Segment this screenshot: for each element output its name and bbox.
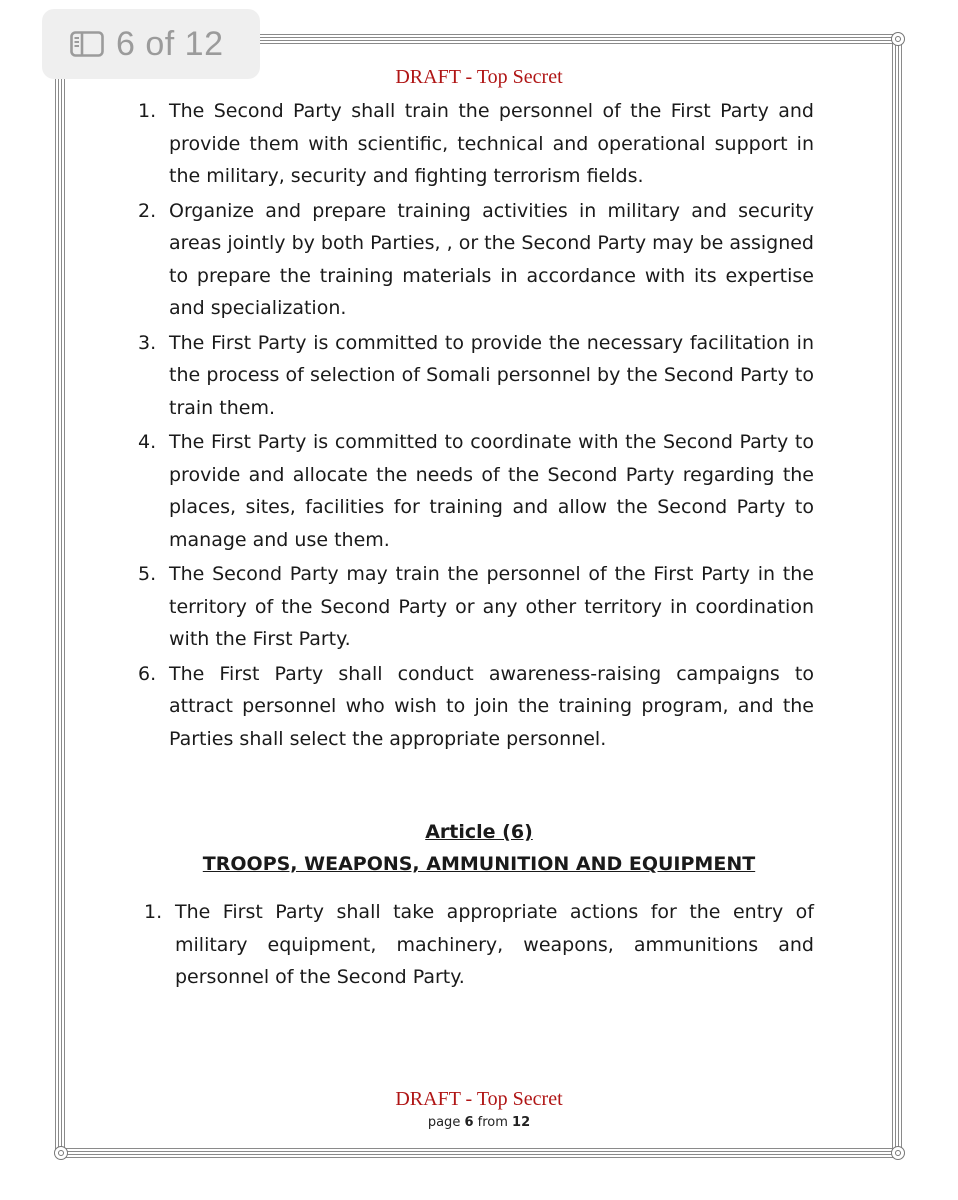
list-item-text: The First Party shall conduct awareness-raising campaigns to attract personnel who wish to join the training program, and the Parties shall select the appropriate personnel. bbox=[169, 662, 814, 750]
list-item-text: The Second Party shall train the personnel of the First Party and provide them with scientific, technical and operational support in the military, security and fighting terrorism fields. bbox=[169, 100, 814, 187]
training-provisions-list bbox=[138, 95, 814, 757]
page-current: 6 bbox=[464, 1115, 474, 1130]
list-item: 2. Organize and prepare training activities in military and security areas jointly by both Parties, , or the Second Party may be assigned to prepare the training materials in accordance with its expertise and specialization. bbox=[138, 199, 814, 319]
page-border-bottom bbox=[60, 1148, 898, 1159]
article-subtitle: TROOPS, WEAPONS, AMMUNITION AND EQUIPMENT bbox=[202, 853, 756, 875]
list-item: 1. The First Party shall take appropriate actions for the entry of military equipment, machinery, weapons, ammunitions and personnel of the Second Party. bbox=[144, 901, 814, 988]
page-number: page 6 from 12 bbox=[427, 1115, 531, 1130]
list-item-text: The First Party is committed to coordinate with the Second Party to provide and allocate the needs of the Second Party regarding the places, sites, facilities for training and allow the Second Party to manage and use them. bbox=[169, 431, 814, 551]
list-item-text: The First Party is committed to provide the necessary facilitation in the process of selection of Somali personnel by the Second Party to train them. bbox=[169, 331, 814, 419]
list-item-text: The Second Party may train the personnel of the First Party in the territory of the Second Party or any other territory in coordination with the First Party. bbox=[169, 563, 814, 650]
classification-header: DRAFT - Top Secret bbox=[395, 66, 563, 88]
list-item: 6. The First Party shall conduct awareness-raising campaigns to attract personnel who wish to join the training program, and the Parties shall select the appropriate personnel. bbox=[138, 662, 814, 750]
list-item-text: The First Party shall take appropriate actions for the entry of military equipment, machinery, weapons, ammunitions and personnel of the Second Party. bbox=[175, 901, 814, 988]
page-border-left bbox=[55, 40, 66, 1154]
page-total: 12 bbox=[512, 1115, 531, 1130]
article-title: Article (6) bbox=[425, 821, 533, 843]
page-border-right bbox=[892, 40, 903, 1154]
list-item: 4. The First Party is committed to coordinate with the Second Party to provide and allocate the needs of the Second Party regarding the places, sites, facilities for training and allow the Second Party to manage and use them. bbox=[138, 431, 814, 551]
article-provisions-list bbox=[144, 896, 814, 996]
classification-footer: DRAFT - Top Secret bbox=[395, 1088, 563, 1110]
border-corner-ornament bbox=[54, 1146, 68, 1160]
border-corner-ornament bbox=[891, 1146, 905, 1160]
border-corner-ornament bbox=[891, 32, 905, 46]
page-indicator-text: 6 of 12 bbox=[116, 24, 224, 63]
list-item: 5. The Second Party may train the personnel of the First Party in the territory of the Second Party or any other territory in coordination with the First Party. bbox=[138, 563, 814, 650]
list-item-text: Organize and prepare training activities in military and security areas jointly by both Parties, , or the Second Party may be assigned to prepare the training materials in accordance with its expertise and specialization. bbox=[169, 199, 814, 319]
list-item: 1. The Second Party shall train the personnel of the First Party and provide them with scientific, technical and operational support in the military, security and fighting terrorism fields. bbox=[138, 100, 814, 187]
sidebar-panel-icon[interactable] bbox=[70, 31, 104, 57]
list-item: 3. The First Party is committed to provide the necessary facilitation in the process of selection of Somali personnel by the Second Party to train them. bbox=[138, 331, 814, 419]
